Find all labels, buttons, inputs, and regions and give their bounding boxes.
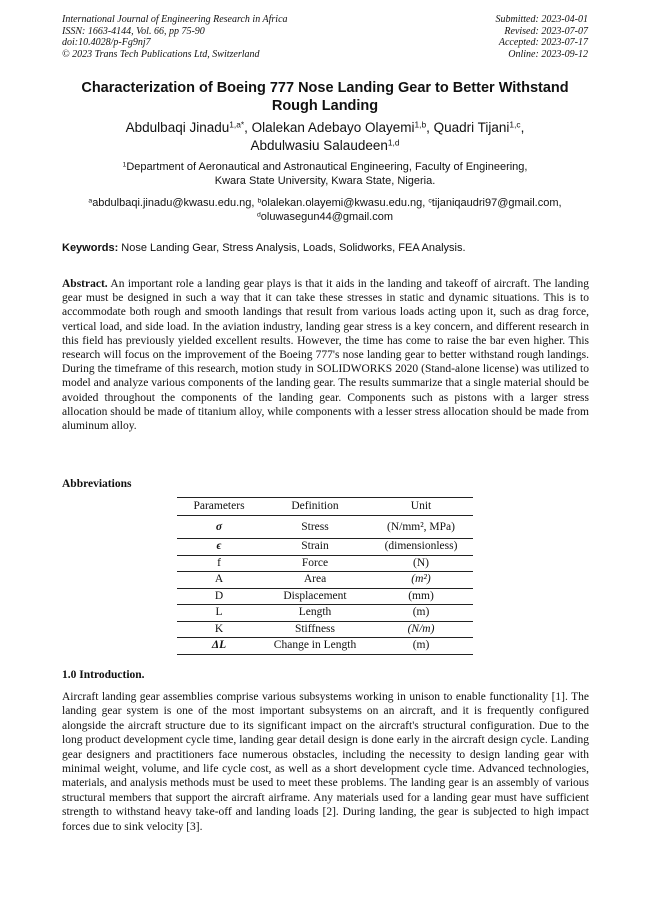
date-accepted: Accepted: 2023-07-17 xyxy=(498,37,588,48)
journal-name: International Journal of Engineering Research in Africa xyxy=(62,14,288,25)
journal-info xyxy=(62,14,288,60)
date-online: Online: 2023-09-12 xyxy=(508,48,588,60)
table-row xyxy=(177,605,473,622)
keywords xyxy=(62,241,592,255)
symbol-cell: f xyxy=(177,555,261,572)
column-header: Definition xyxy=(261,498,369,516)
email-address[interactable]: tijaniqaudri97@gmail.com, xyxy=(431,197,562,209)
symbol-cell: σ xyxy=(177,516,261,539)
author-separator: , xyxy=(520,120,525,135)
paper-title-line: Characterization of Boeing 777 Nose Landing Gear to Better Withstand xyxy=(81,80,569,96)
definition-cell: Length xyxy=(261,605,369,622)
unit-cell: (m) xyxy=(369,605,473,622)
symbol-cell: K xyxy=(177,621,261,638)
author-affiliation-mark: 1,a* xyxy=(229,119,245,130)
affiliation-mark: 1 xyxy=(122,161,127,169)
definition-cell: Stiffness xyxy=(261,621,369,638)
author-name: Abdulwasiu Salaudeen xyxy=(250,138,388,153)
abstract xyxy=(62,277,589,433)
author-affiliation-mark: 1,b xyxy=(414,119,427,130)
table-row xyxy=(177,539,473,556)
abstract-text: An important role a landing gear plays is that it aids in the landing and takeoff of aircraft. The landing gear must be designed in such a way that it can take these stresses in static and dynamic situations. This is to accommodate both rough and smooth landings that result from various loads acting upon it, such as drag force, vertical load, and side load. In the aviation industry, landing gear stress is a key concern, and different research in this field has previously yielded excellent results. However, the time has come to raise the bar even higher. This research will focus on the improvement of the Boeing 777's nose landing gear to better withstand rough landings. During the timeframe of this research, motion study in SOLIDWORKS 2020 (Stand-alone license) was utilized to model and analyze various components of the landing gear. The results summarize that a single material should be avoided throughout the components of the landing gear. Components such as pistons with a larger stress allocation should be made of titanium alloy, while components with a lesser stress allocation should be made from aluminum alloy. xyxy=(62,278,589,433)
column-header: Parameters xyxy=(177,498,261,516)
abbreviations-table xyxy=(177,497,473,655)
author-line xyxy=(55,137,595,155)
symbol-cell: D xyxy=(177,588,261,605)
definition-cell: Strain xyxy=(261,539,369,556)
affiliation-line xyxy=(55,160,595,174)
journal-doi: doi:10.4028/p-Fg9nj7 xyxy=(62,37,151,48)
unit-cell: (N/m) xyxy=(369,621,473,638)
keywords-text: Nose Landing Gear, Stress Analysis, Loads, Solidworks, FEA Analysis. xyxy=(118,242,466,254)
email-address[interactable]: olalekan.olayemi@kwasu.edu.ng, xyxy=(261,197,429,209)
author-emails xyxy=(50,196,600,224)
column-header: Unit xyxy=(369,498,473,516)
paper-title-line: Rough Landing xyxy=(271,98,379,114)
date-revised: Revised: 2023-07-07 xyxy=(504,25,588,37)
email-mark: b xyxy=(257,197,262,205)
definition-cell: Displacement xyxy=(261,588,369,605)
table-row xyxy=(177,572,473,589)
table-row xyxy=(177,588,473,605)
affiliation-text: Department of Aeronautical and Astronautical Engineering, Faculty of Engineering, xyxy=(126,161,528,173)
author-affiliation-mark: 1,c xyxy=(509,119,521,130)
unit-cell: (N) xyxy=(369,555,473,572)
abbreviations-heading: Abbreviations xyxy=(62,478,132,490)
table-row xyxy=(177,516,473,539)
email-line xyxy=(50,210,600,224)
publication-dates xyxy=(496,14,589,60)
table-row xyxy=(177,621,473,638)
unit-cell: (m) xyxy=(369,638,473,655)
author-list xyxy=(55,119,595,155)
journal-copyright: © 2023 Trans Tech Publications Ltd, Switzerland xyxy=(62,48,260,60)
email-mark: a xyxy=(88,197,93,205)
unit-cell: (dimensionless) xyxy=(369,539,473,556)
table-header-row xyxy=(177,498,473,516)
author-separator: , xyxy=(426,120,434,135)
author-name: Olalekan Adebayo Olayemi xyxy=(251,120,415,135)
email-mark: c xyxy=(428,197,432,205)
symbol-cell: ϵ xyxy=(177,539,261,556)
symbol-cell: ΔL xyxy=(177,638,261,655)
table-row xyxy=(177,555,473,572)
definition-cell: Area xyxy=(261,572,369,589)
email-address[interactable]: oluwasegun44@gmail.com xyxy=(260,211,394,223)
author-separator: , xyxy=(244,120,252,135)
paper-title xyxy=(55,79,595,115)
table-row xyxy=(177,638,473,655)
keywords-label: Keywords: xyxy=(62,242,119,254)
introduction-text: Aircraft landing gear assemblies comprise various subsystems working in unison to enable functionality [1]. The landing gear system is one of the most important subsystems on an aircraft, and it is frequently configured alongside the aircraft structure due to its significant impact on the aircraft's structural configuration. Due to the long product development cycle time, landing gear detail design is done early in the aircraft design cycle. Landing gear designers and practitioners face numerous obstacles, including the necessity to design landing gear with minimal weight, volume, and life cycle cost, as well as a short development cycle time. Advanced technologies, materials, and analysis methods must be used to meet these problems. The landing gear is an assembly of various structural members that support the aircraft airframe. Any materials used for a landing gear must have sufficient strength to withstand heavy take-off and landing loads [2]. During landing, the gear is subjected to high impact forces due to sink velocity [3]. xyxy=(62,691,589,833)
journal-issn: ISSN: 1663-4144, Vol. 66, pp 75-90 xyxy=(62,25,205,37)
unit-cell: (m²) xyxy=(369,572,473,589)
unit-cell: (N/mm², MPa) xyxy=(369,516,473,539)
definition-cell: Force xyxy=(261,555,369,572)
symbol-cell: L xyxy=(177,605,261,622)
email-line xyxy=(50,196,600,210)
affiliation xyxy=(55,160,595,188)
abstract-label: Abstract. xyxy=(62,278,108,290)
introduction-heading: 1.0 Introduction. xyxy=(62,669,145,681)
author-line xyxy=(55,119,595,137)
affiliation-line: Kwara State University, Kwara State, Nigeria. xyxy=(214,175,436,187)
author-affiliation-mark: 1,d xyxy=(387,137,400,148)
date-submitted: Submitted: 2023-04-01 xyxy=(495,14,588,25)
symbol-cell: A xyxy=(177,572,261,589)
email-address[interactable]: abdulbaqi.jinadu@kwasu.edu.ng, xyxy=(92,197,258,209)
email-mark: d xyxy=(256,211,261,219)
definition-cell: Stress xyxy=(261,516,369,539)
author-name: Quadri Tijani xyxy=(433,120,510,135)
author-name: Abdulbaqi Jinadu xyxy=(125,120,230,135)
definition-cell: Change in Length xyxy=(261,638,369,655)
unit-cell: (mm) xyxy=(369,588,473,605)
